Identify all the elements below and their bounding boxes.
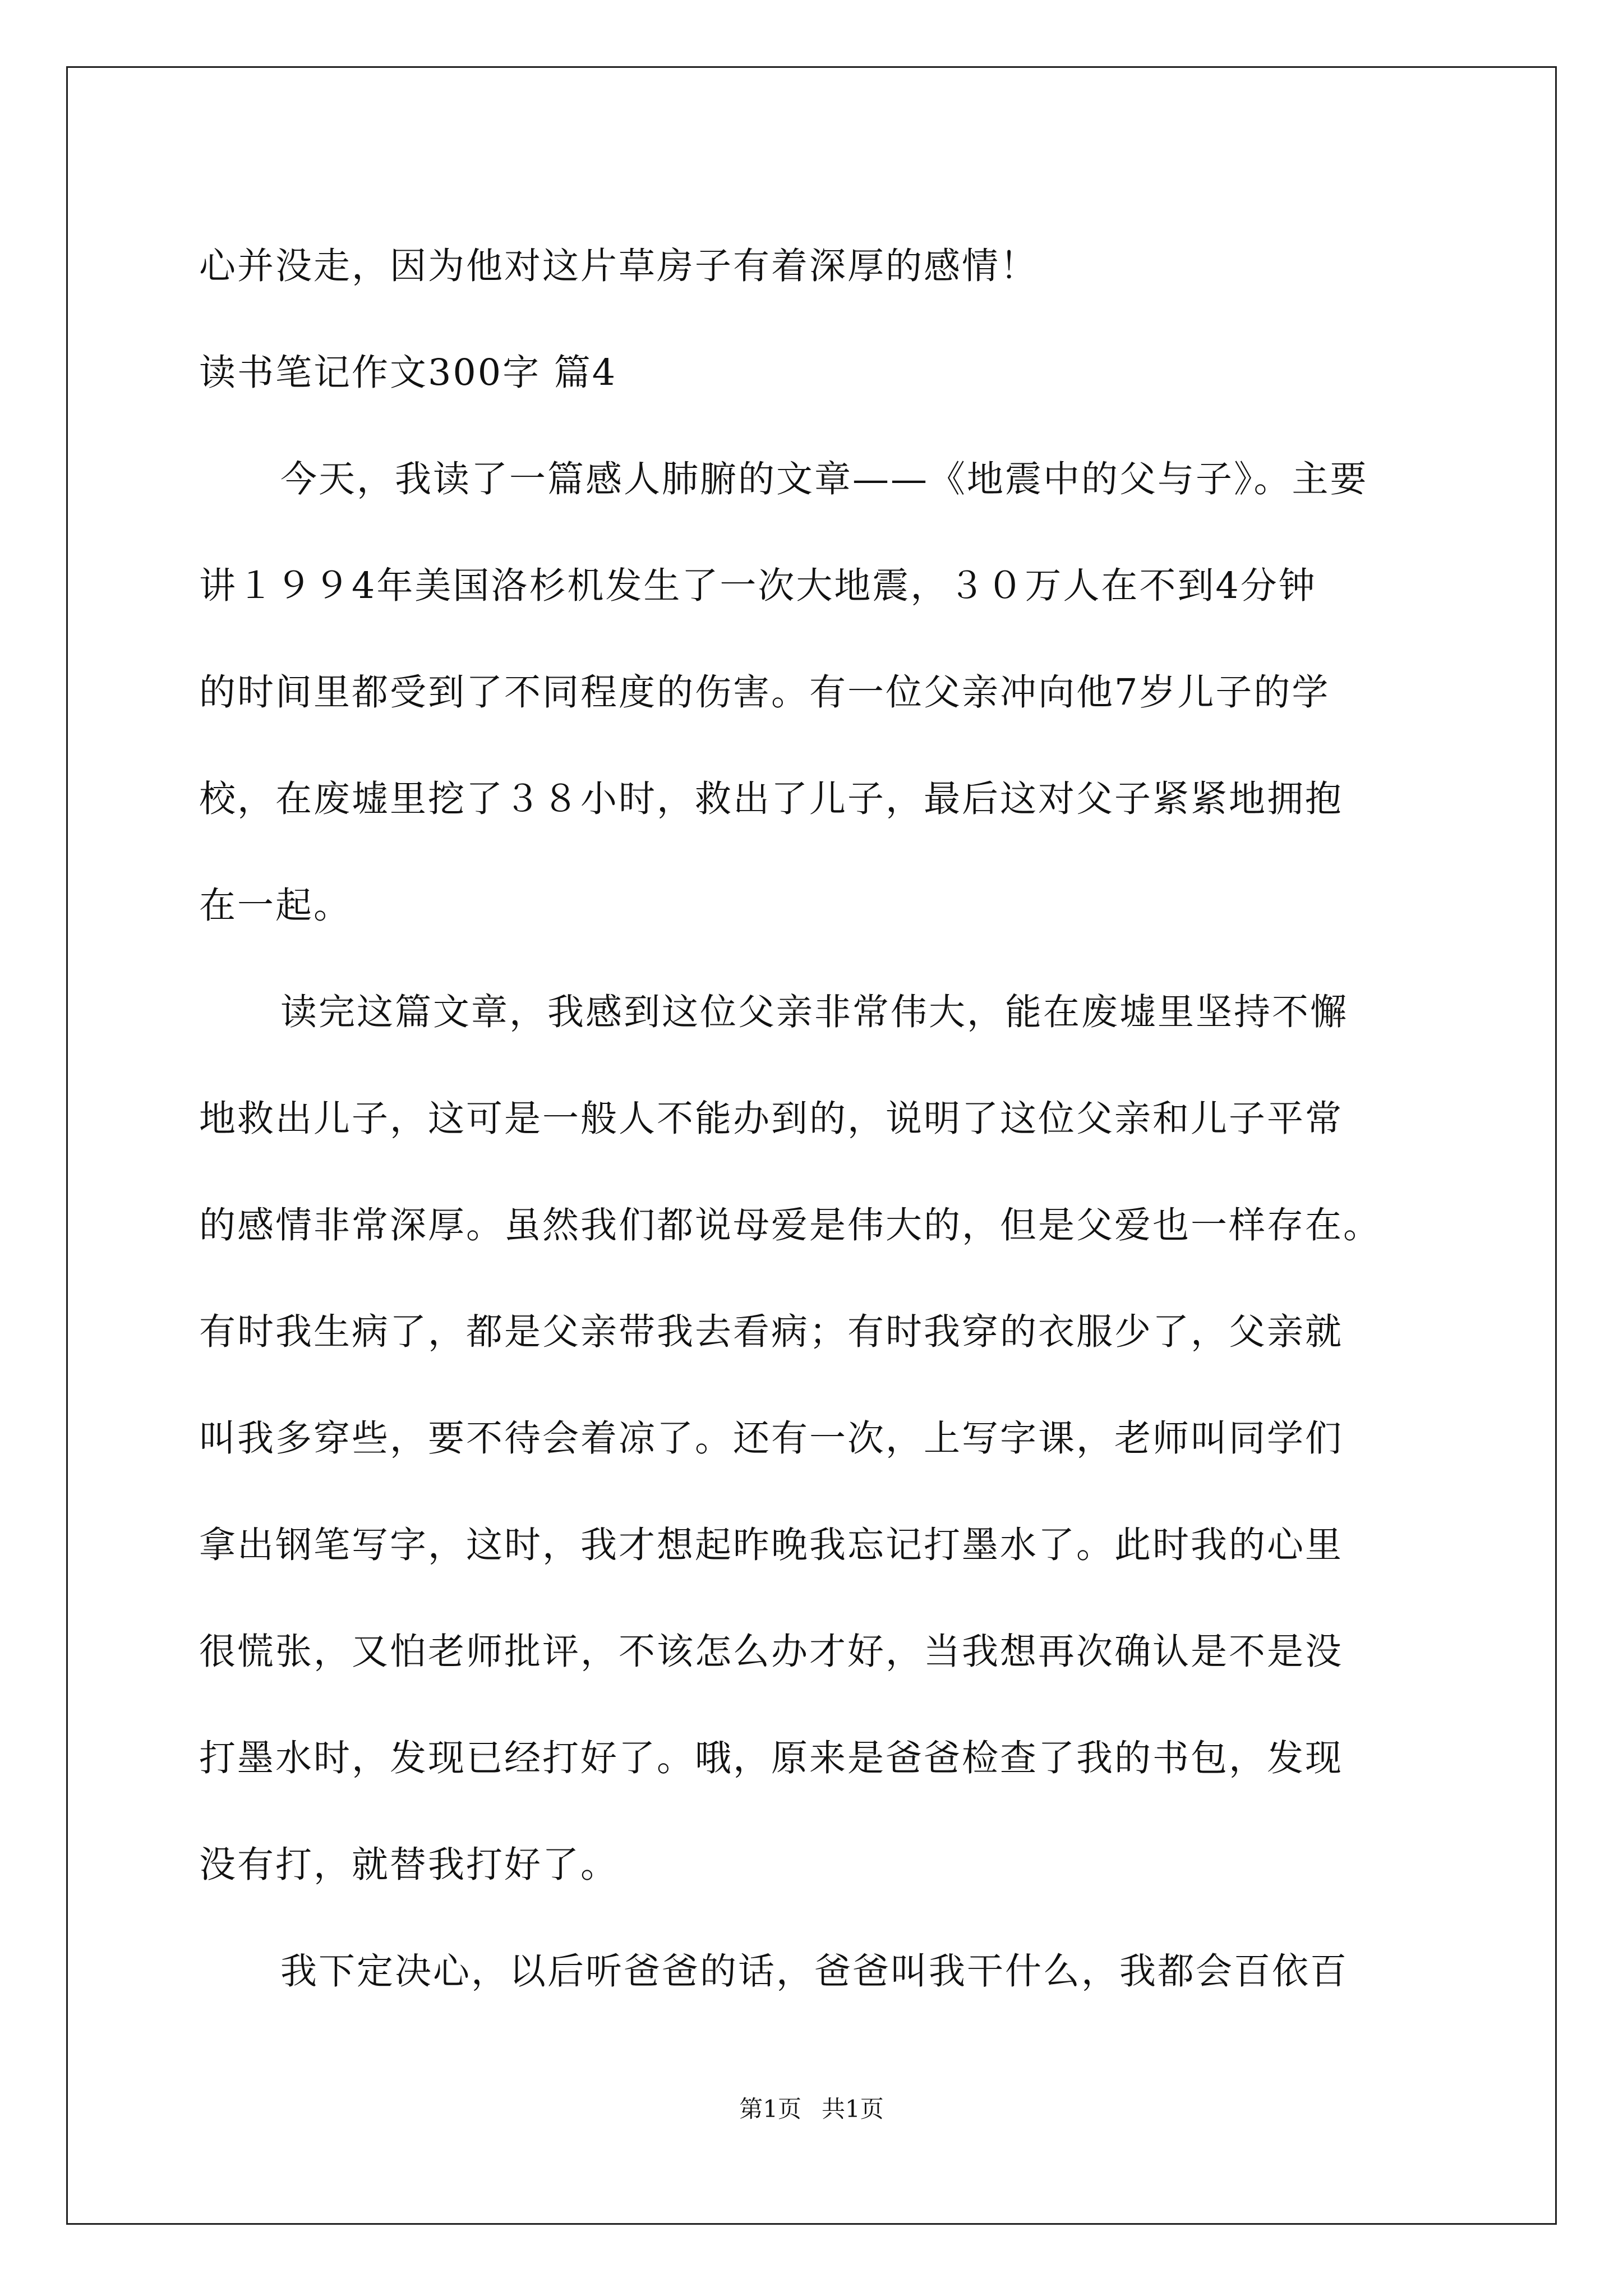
text-line: 的时间里都受到了不同程度的伤害。有一位父亲冲向他7岁儿子的学 (199, 671, 1330, 714)
text-line: 今天，我读了一篇感人肺腑的文章——《地震中的父与子》。主要 (280, 458, 1368, 500)
text-line: 拿出钢笔写字，这时，我才想起昨晚我忘记打墨水了。此时我的心里 (199, 1524, 1344, 1566)
document-body (199, 213, 1427, 2025)
page-footer (0, 2092, 1623, 2126)
text-line: 叫我多穿些，要不待会着凉了。还有一次，上写字课，老师叫同学们 (199, 1418, 1344, 1460)
section-heading: 读书笔记作文300字 篇4 (199, 352, 617, 394)
text-line: 心并没走，因为他对这片草房子有着深厚的感情！ (199, 245, 1039, 287)
text-line: 校，在废墟里挖了３８小时，救出了儿子，最后这对父子紧紧地拥抱 (199, 778, 1344, 820)
text-line: 没有打，就替我打好了。 (199, 1844, 619, 1886)
page-total: 共1页 (822, 2095, 884, 2123)
text-line: 打墨水时，发现已经打好了。哦，原来是爸爸检查了我的书包，发现 (199, 1737, 1344, 1779)
text-line: 我下定决心，以后听爸爸的话，爸爸叫我干什么，我都会百依百 (280, 1950, 1349, 1993)
text-line: 在一起。 (199, 885, 352, 927)
text-line: 的感情非常深厚。虽然我们都说母爱是伟大的，但是父爱也一样存在。 (199, 1204, 1382, 1246)
text-line: 讲１９９4年美国洛杉机发生了一次大地震，３０万人在不到4分钟 (199, 565, 1317, 607)
page-number: 第1页 (739, 2095, 801, 2123)
text-line: 读完这篇文章，我感到这位父亲非常伟大，能在废墟里坚持不懈 (280, 991, 1349, 1033)
text-line: 很慌张，又怕老师批评，不该怎么办才好，当我想再次确认是不是没 (199, 1631, 1344, 1673)
text-line: 有时我生病了，都是父亲带我去看病；有时我穿的衣服少了，父亲就 (199, 1311, 1344, 1353)
text-line: 地救出儿子，这可是一般人不能办到的，说明了这位父亲和儿子平常 (199, 1098, 1344, 1140)
